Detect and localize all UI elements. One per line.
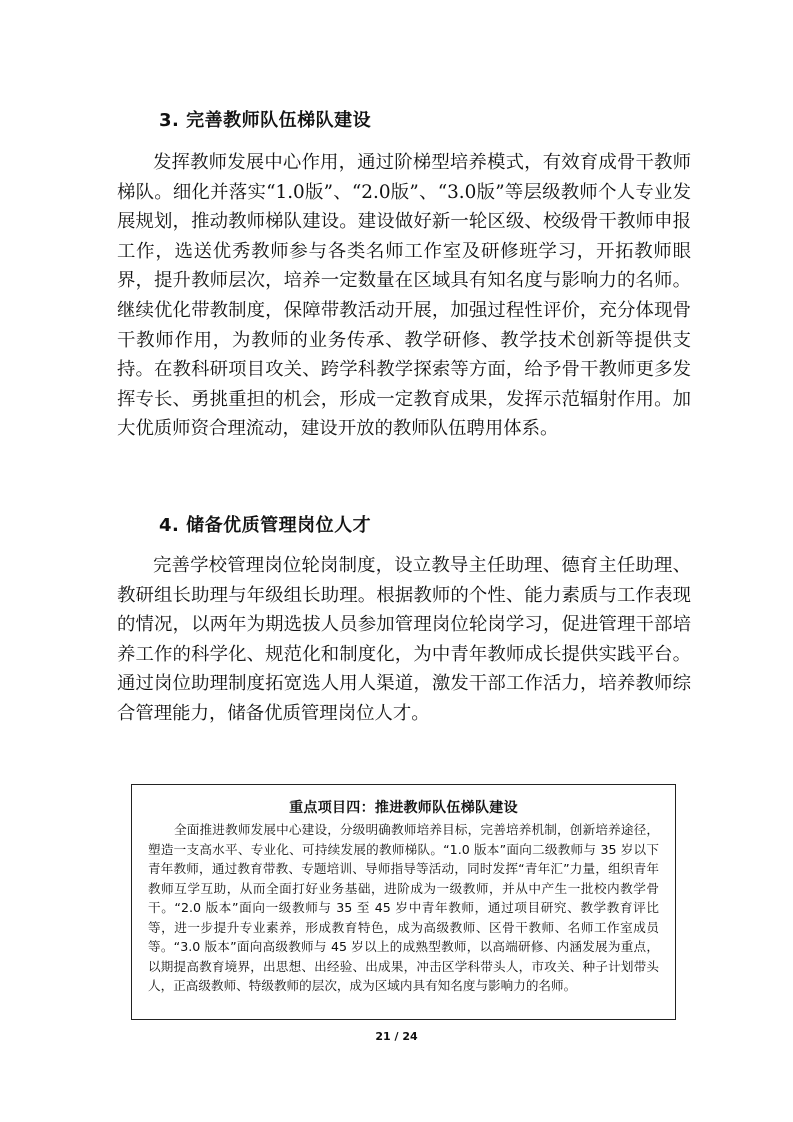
key-project-title: 重点项目四：推进教师队伍梯队建设 [289, 800, 518, 816]
section-3-heading: 3. 完善教师队伍梯队建设 [159, 110, 372, 131]
page-number: 21 / 24 [375, 1030, 418, 1043]
key-project-box [131, 784, 676, 1020]
section-4-heading: 4. 储备优质管理岗位人才 [159, 515, 372, 536]
section-4-paragraph: 完善学校管理岗位轮岗制度，设立教导主任助理、德育主任助理、教研组长助理与年级组长助理。根据教师的个性、能力素质与工作表现的情况，以两年为期选拔人员参加管理岗位轮岗学习，促进管理干部培养工作的科学化、规范化和制度化，为中青年教师成长提供实践平台。通过岗位助理制度拓宽选人用人渠道，激发干部工作活力，培养教师综合管理能力，储备优质管理岗位人才。 [117, 555, 691, 724]
key-project-body: 全面推进教师发展中心建设，分级明确教师培养目标，完善培养机制，创新培养途径，塑造一支高水平、专业化、可持续发展的教师梯队。“1.0 版本”面向二级教师与 35 岁以下青年教师，通过教育带教、专题培训、导师指导等活动，同时发挥“青年汇”力量，组织青年教师互学互助，从而全面打好业务基础，进阶成为一级教师，并从中产生一批校内教学骨干。“2.0 版本”面向一级教师与 35 至 45 岁中青年教师，通过项目研究、教学教育评比等，进一步提升专业素养，形成教育特色，成为高级教师、区骨干教师、名师工作室成员等。“3.0 版本”面向高级教师与 45 岁以上的成熟型教师，以高端研修、内涵发展为重点，以期提高教育境界，出思想、出经验、出成果，冲击区学科带头人，市攻关、种子计划带头人，正高级教师、特级教师的层次，成为区域内具有知名度与影响力的名师。 [148, 822, 659, 993]
section-3-paragraph: 发挥教师发展中心作用，通过阶梯型培养模式，有效育成骨干教师梯队。细化并落实“1.0版”、“2.0版”、“3.0版”等层级教师个人专业发展规划，推动教师梯队建设。建设做好新一轮区级、校级骨干教师申报工作，选送优秀教师参与各类名师工作室及研修班学习，开拓教师眼界，提升教师层次，培养一定数量在区域具有知名度与影响力的名师。继续优化带教制度，保障带教活动开展，加强过程性评价，充分体现骨干教师作用，为教师的业务传承、教学研修、教学技术创新等提供支持。在教科研项目攻关、跨学科教学探索等方面，给予骨干教师更多发挥专长、勇挑重担的机会，形成一定教育成果，发挥示范辐射作用。加大优质师资合理流动，建设开放的教师队伍聘用体系。 [117, 152, 691, 440]
